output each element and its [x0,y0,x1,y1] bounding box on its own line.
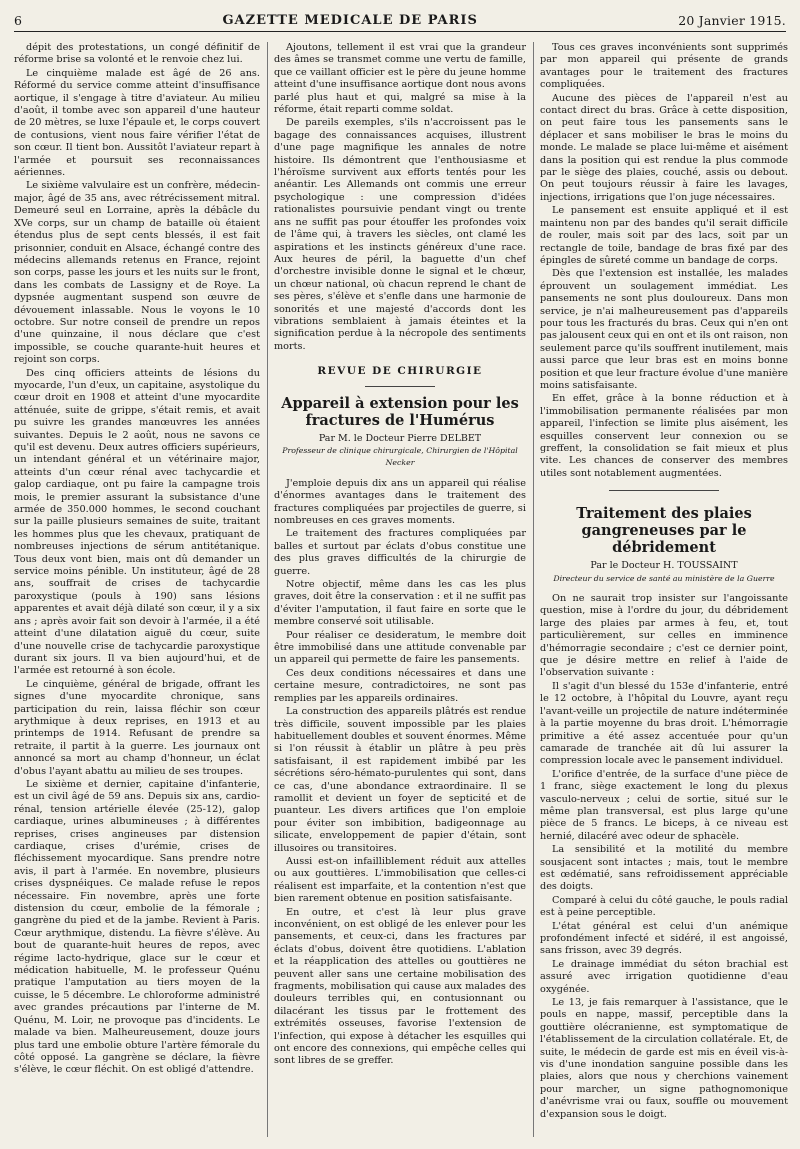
paragraph: Notre objectif, même dans les cas les plus graves, doit être la conservation : et il ne suffit pas d'éviter l'amputation, il faut faire en sorte que le membre conservé soit utilisable. [274,579,526,628]
article-title: Appareil à extension pour les fractures de l'Humérus [281,394,519,429]
article-title: Traitement des plaies gangreneuses par le débridement [576,505,752,557]
paragraph: On ne saurait trop insister sur l'angoissante question, mise à l'ordre du jour, du débridement large des plaies par armes à feu, et, tout particulièrement, sur celles en imminence d'hémorragie secondaire ; c'est ce dernier point, que je désire mettre en relief à l'aide de l'observation suivante : [540,593,788,679]
paragraph: Comparé à celui du côté gauche, le pouls radial est à peine perceptible. [540,894,788,919]
paragraph: Le 13, je fais remarquer à l'assistance, que le pouls en nappe, massif, perceptible dans la gouttière olécranienne, est symptomatique de l'établissement de la circulation collatérale. Et, de suite, le médecin de garde est mis en éveil vis-à-vis d'une inondation sanguine possible dans les plaies, alors que nous y cherchions vainement pour marcher, un signe pathognomonique d'anévrisme vrai ou faux, souffle ou mouvement d'expansion sous le doigt. [540,997,788,1120]
author-affiliation: Directeur du service de santé au ministère de la Guerre [553,573,775,583]
paragraph: Le traitement des fractures compliquées par balles et surtout par éclats d'obus constitue une des plus graves difficultés de la chirurgie de guerre. [274,528,526,577]
column-2 [274,42,526,1137]
journal-title: GAZETTE MEDICALE DE PARIS [222,13,478,28]
paragraph: Tous ces graves inconvénients sont supprimés par mon appareil qui présente de grands avantages pour le traitement des fractures compliquées. [540,42,788,91]
page-header [14,6,786,32]
paragraph: L'état général est celui d'un anémique profondément infecté et sidéré, il est angoissé, sans frisson, avec 39 degrés. [540,920,788,957]
paragraph: Ces deux conditions nécessaires et dans une certaine mesure, contradictoires, ne sont pas remplies par les appareils ordinaires. [274,667,526,704]
paragraph: Ajoutons, tellement il est vrai que la grandeur des âmes se transmet comme une vertu de famille, que ce vaillant officier est le père du jeune homme atteint d'une insuffisance aortique dont nous avons parlé plus haut et qui, malgré sa mise à la réforme, était reparti comme soldat. [274,42,526,116]
author-affiliation: Professeur de clinique chirurgicale, Chirurgien de l'Hôpital Necker [282,445,518,468]
paragraph: J'emploie depuis dix ans un appareil qui réalise d'énormes avantages dans le traitement des fractures compliquées par projectiles de guerre, si nombreuses en ces graves moments. [274,477,526,526]
paragraph: L'orifice d'entrée, de la surface d'une pièce de 1 franc, siège exactement le long du plexus vasculo-nerveux ; celui de sortie, situé sur le même plan transversal, est plus large qu'une pièce de 5 francs. Le biceps, à ce niveau est hernié, dilacéré avec odeur de sphacèle. [540,768,788,842]
separator-rule [365,386,435,387]
column-3 [540,42,788,1137]
paragraph: dépit des protestations, un congé définitif de réforme brise sa volonté et le renvoie chez lui. [14,42,260,66]
paragraph: Pour réaliser ce desideratum, le membre doit être immobilisé dans une attitude convenable par un appareil qui permette de faire les pansements. [274,629,526,666]
article-byline: Par M. le Docteur Pierre DELBET [318,432,482,444]
paragraph: Aucune des pièces de l'appareil n'est au contact direct du bras. Grâce à cette disposition, on peut faire tous les pansements sans le déplacer et sans mobiliser le bras le moins du monde. Le malade se place lui-même et aisément dans la position qui est rendue la plus commode par le siège des plaies, couché, assis ou debout. On peut toujours réussir à faire les lavages, injections, irrigations que l'on juge nécessaires. [540,92,788,203]
column-1 [14,42,260,1137]
paragraph: Le drainage immédiat du séton brachial est assuré avec irrigation quotidienne d'eau oxygénée. [540,958,788,995]
paragraph: Aussi est-on infailliblement réduit aux attelles ou aux gouttières. L'immobilisation que celles-ci réalisent est imparfaite, et la contention n'est que bien rarement obtenue en position satisfaisante. [274,855,526,905]
section-heading: REVUE DE CHIRURGIE [317,365,483,378]
paragraph: Le sixième et dernier, capitaine d'infanterie, est un civil âgé de 59 ans. Depuis six ans, cardio-rénal, tension artérielle élevée (25-12), galop cardiaque, urines albumineuses ; à différentes reprises, crises angineuses par distension cardiaque, crises d'urémie, crises de fléchissement myocardique. Sans prendre notre avis, il part à l'armée. En novembre, plusieurs crises dyspnéiques. Ce malade refuse le repos nécessaire. Fin novembre, après une forte distension du cœur, embolie de la fémorale ; gangrène du pied et de la jambe. Revient à Paris. Cœur arythmique, distendu. La fièvre s'élève. Au bout de quarante-huit heures de repos, avec régime lacto-hydrique, glace sur le cœur et médication habituelle, M. le professeur Quénu pratique l'amputation au tiers moyen de la cuisse, le 5 décembre. Le chloroforme administré avec grandes précautions par l'interne de M. Quénu, M. Loir, ne provoque pas d'incidents. Le malade va bien. Malheureusement, douze jours plus tard une embolie obture l'artère fémorale du côté opposé. La gangrène se déclare, la fièvre s'élève, le cœur fléchit. On est obligé d'attendre. [14,778,260,1076]
paragraph: Des cinq officiers atteints de lésions du myocarde, l'un d'eux, un capitaine, asystolique du cœur droit en 1908 et atteint d'une myocardite atténuée, suite de grippe, s'était remis, et avait pu suivre les grandes manœuvres les années suivantes. Depuis le 2 août, nous ne savons ce qu'il est devenu. Deux autres officiers supérieurs, un intendant général et un vétérinaire major, atteints d'un cœur rénal avec tachycardie et galop cardiaque, ont pu faire la campagne trois mois, le premier assurant la subsistance d'une armée de 350.000 hommes, le second couchant sur la paille plusieurs semaines de suite, traitant les hommes plus que les chevaux, pratiquant de nombreuses injections de sérum antitétanique. Tous deux vont bien, mais ont dû demander un service moins pénible. Un instituteur, âgé de 28 ans, souffrait de crises de tachycardie paroxystique (pouls à 190) sans lésions apparentes et avait déjà dilaté son cœur, il y a six ans ; après avoir fait son devoir à l'armée, il a été atteint d'une dilatation aiguë du cœur, suite d'une nouvelle crise de tachycardie paroxystique durant six jours. Il va bien aujourd'hui, et de l'armée est retourné à son école. [14,367,260,677]
issue-date: 20 Janvier 1915. [678,13,786,28]
column-divider [533,42,534,1137]
column-divider [267,42,268,1137]
paragraph: En effet, grâce à la bonne réduction et à l'immobilisation permanente réalisées par mon appareil, l'infection se limite plus aisément, les esquilles conservent leur connexion ou se greffent, la consolidation se fait mieux et plus vite. Les chances de conserver des membres utiles sont notablement augmentées. [540,393,788,479]
paragraph: Le sixième valvulaire est un confrère, médecin-major, âgé de 35 ans, avec rétrécissement mitral. Demeuré seul en Lorraine, après la débâcle du XVe corps, sur un champ de bataille où étaient étendus plus de sept cents blessés, il est fait prisonnier, conduit en Alsace, échangé contre des médecins allemands retenus en France, rejoint son corps, passe les jours et les nuits sur le front, dans les combats de Lassigny et de Roye. La dypsnée augmentant suspend son œuvre de dévouement inlassable. Nous le voyons le 10 octobre. Sur notre conseil de prendre un repos d'une quinzaine, il nous déclare que c'est impossible, se couche quarante-huit heures et rejoint son corps. [14,180,260,366]
separator-rule [609,490,719,491]
paragraph: Le cinquième malade est âgé de 26 ans. Réformé du service comme atteint d'insuffisance aortique, il s'engage à titre d'aviateur. Au milieu d'août, il tombe avec son appareil d'une hauteur de 20 mètres, se luxe l'épaule et, le corps couvert de contusions, vient nous faire vérifier l'état de son cœur. Il tient bon. Aussitôt l'aviateur repart à l'armée et poursuit ses reconnaissances aériennes. [14,67,260,179]
paragraph: La construction des appareils plâtrés est rendue très difficile, souvent impossible par les plaies habituellement doubles et souvent énormes. Même si l'on réussit à établir un plâtre à peu près satisfaisant, il est rapidement imbibé par les sécrétions séro-hémato-purulentes qui sont, dans ce cas, d'une abondance extraordinaire. Il se ramollit et devient un foyer de septicité et de puanteur. Les divers artifices que l'on emploie pour éviter son imbibition, badigeonnage au silicate, enveloppement de papier d'étain, sont illusoires ou transitoires. [274,706,526,854]
paragraph: De pareils exemples, s'ils n'accroissent pas le bagage des connaissances acquises, illustrent d'une page magnifique les annales de notre histoire. Ils démontrent que l'enthousiasme et l'héroïsme survivent aux efforts tentés pour les anéantir. Les Allemands ont commis une erreur psychologique : une compression d'idées rationalistes poursuivie pendant vingt ou trente ans ne suffit pas pour étouffer les profondes voix de l'âme qui, à travers les siècles, ont clamé les aspirations et les instincts généreux d'une race. Aux heures de péril, la baguette d'un chef d'orchestre invisible donne le signal et le chœur, un chœur national, où chacun reprend le chant de ses pères, s'élève et s'enfle dans une harmonie de sonorités et une majesté d'accords dont les vibrations semblaient à jamais éteintes et la signification perdue à la nécropole des sentiments morts. [274,117,526,352]
paragraph: Le cinquième, général de brigade, offrant les signes d'une myocardite chronique, sans participation du rein, laissa fléchir son cœur arythmique à deux reprises, en 1913 et au printemps de 1914. Refusant de prendre sa retraite, il partit à la guerre. Les journaux ont annoncé sa mort au champ d'honneur, un éclat d'obus l'ayant abattu au milieu de ses troupes. [14,678,260,777]
article-byline: Par le Docteur H. TOUSSAINT [590,560,738,572]
paragraph: Dès que l'extension est installée, les malades éprouvent un soulagement immédiat. Les pansements ne sont plus douloureux. Dans mon service, je n'ai malheureusement pas d'appareils pour tous les fracturés du bras. Ceux qui n'en ont pas jalousent ceux qui en ont et ils ont raison, non seulement parce qu'ils souffrent inutilement, mais aussi parce que leur bras est en moins bonne position et que leur fracture évolue d'une manière moins satisfaisante. [540,268,788,391]
paragraph: En outre, et c'est là leur plus grave inconvénient, on est obligé de les enlever pour les pansements, et ceux-ci, dans les fractures par éclats d'obus, doivent être quotidiens. L'ablation et la réapplication des attelles ou gouttières ne peuvent aller sans une certaine mobilisation des fragments, mobilisation qui cause aux malades des douleurs terribles qui, en contusionnant ou dilacérant les tissus par le frottement des extrémités osseuses, favorise l'extension de l'infection, qui expose à détacher les esquilles qui ont encore des connexions, qui empêche celles qui sont libres de se greffer. [274,906,526,1067]
page-number: 6 [14,13,23,28]
paragraph: La sensibilité et la motilité du membre sousjacent sont intactes ; mais, tout le membre est œdématié, sans refroidissement appréciable des doigts. [540,844,788,893]
paragraph: Le pansement est ensuite appliqué et il est maintenu non par des bandes qu'il serait difficile de rouler, mais soit par des lacs, soit par un rectangle de toile, bandage de bras fixé par des épingles de sûreté comme un bandage de corps. [540,205,788,266]
paragraph: Il s'agit d'un blessé du 153e d'infanterie, entré le 12 octobre, à l'hôpital du Louvre, ayant reçu l'avant-veille un projectile de nature indéterminée à la partie moyenne du bras droit. L'hémorragie primitive a été assez accentuée pour qu'un camarade de tranchée ait dû lui assurer la compression locale avec le pansement individuel. [540,680,788,767]
